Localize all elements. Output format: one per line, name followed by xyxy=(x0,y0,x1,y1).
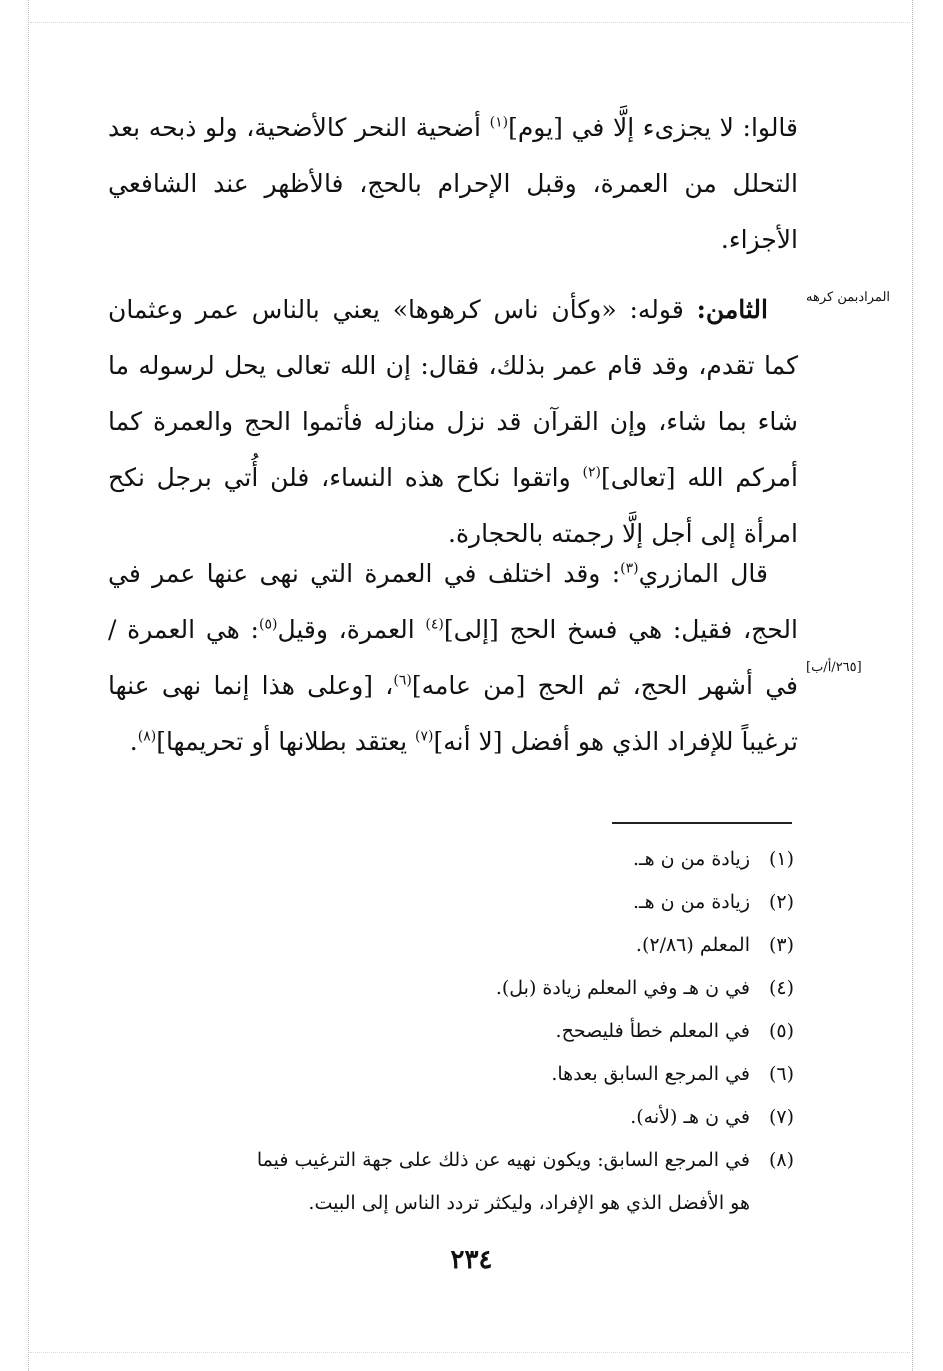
footnote-item xyxy=(250,924,794,967)
paragraph-3-text-g: . xyxy=(129,727,138,756)
footnote-number: (٥) xyxy=(768,1020,794,1042)
footnote-item xyxy=(250,1053,794,1096)
scan-edge-left xyxy=(28,0,29,1371)
footnote-ref-7[interactable]: (٧) xyxy=(415,728,434,745)
paragraph-3-text-e: ، [وعلى هذا إنما نهى عنها ترغيباً للإفراد الذي هو أفضل [لا أنه] xyxy=(108,671,798,756)
footnote-text: في ن هـ وفي المعلم زيادة (بل). xyxy=(495,977,750,999)
scan-edge-right xyxy=(912,0,913,1371)
paragraph-1 xyxy=(108,100,798,268)
footnote-item xyxy=(250,881,794,924)
paragraph-1-text: قالوا: لا يجزىء إلَّا في [يوم] xyxy=(508,113,799,142)
footnote-separator xyxy=(612,822,792,824)
footnote-number: (٨) xyxy=(768,1149,794,1171)
scan-edge-top xyxy=(30,22,910,23)
footnote-ref-3[interactable]: (٣) xyxy=(620,560,639,577)
footnote-text: زيادة من ن هـ. xyxy=(632,848,750,870)
margin-note-topic: المرادبمن كرهه xyxy=(806,290,891,305)
footnote-ref-5[interactable]: (٥) xyxy=(258,616,278,633)
paragraph-2 xyxy=(108,282,798,562)
footnote-ref-6[interactable]: (٦) xyxy=(393,672,412,689)
footnote-number: (٤) xyxy=(768,977,794,999)
paragraph-3-text-d: : هي العمرة / في أشهر الحج، ثم الحج [من عامه] xyxy=(108,615,798,700)
footnote-text: في المرجع السابق بعدها. xyxy=(551,1063,750,1085)
footnote-text: المعلم (٢/٨٦). xyxy=(635,934,750,956)
paragraph-2-tail: واتقوا نكاح هذه النساء، فلن أُتي برجل نكح امرأة إلى أجل إلَّا رجمته بالحجارة. xyxy=(108,463,798,548)
footnote-item xyxy=(250,1010,794,1053)
footnote-ref-4[interactable]: (٤) xyxy=(425,616,444,633)
footnote-number: (١) xyxy=(768,848,794,870)
footnote-ref-2[interactable]: (٢) xyxy=(582,464,601,481)
footnote-number: (٢) xyxy=(768,891,794,913)
paragraph-2-text: قوله: «وكأن ناس كرهوها» يعني بالناس عمر وعثمان كما تقدم، وقد قام عمر بذلك، فقال: إن الله تعالى يحل لرسوله ما شاء بما شاء، وإن القرآن قد نزل منازله فأتموا الحج والعمرة كما أمركم الله [تعالى] xyxy=(108,295,799,492)
footnote-item xyxy=(250,967,794,1010)
footnote-item xyxy=(250,838,794,881)
paragraph-3 xyxy=(108,546,798,770)
footnote-text: في المرجع السابق: ويكون نهيه عن ذلك على جهة الترغيب فيما هو الأفضل الذي هو الإفراد، وليكثر تردد الناس إلى البيت. xyxy=(256,1149,750,1214)
footnotes-list xyxy=(250,838,794,1225)
footnote-item xyxy=(250,1096,794,1139)
paragraph-2-lead: الثامن: xyxy=(696,295,768,324)
footnote-ref-1[interactable]: (١) xyxy=(489,114,509,131)
footnote-item xyxy=(250,1139,794,1225)
paragraph-1-tail: أضحية النحر كالأضحية، ولو ذبحه بعد التحلل من العمرة، وقبل الإحرام بالحج، فالأظهر عند الشافعي الأجزاء. xyxy=(108,113,798,254)
paragraph-3-text-b: : وقد اختلف في العمرة التي نهى عنها عمر في الحج، فقيل: هي فسخ الحج [إلى] xyxy=(108,559,798,644)
footnote-ref-8[interactable]: (٨) xyxy=(137,728,157,745)
margin-note-folio: [٢٦٥/أ/ب] xyxy=(806,660,862,675)
paragraph-3-text-a: قال المازري xyxy=(638,559,768,588)
footnote-text: في ن هـ (لأنه). xyxy=(630,1106,750,1128)
scan-edge-bottom xyxy=(30,1352,910,1353)
paragraph-3-text-f: يعتقد بطلانها أو تحريمها] xyxy=(156,727,416,756)
footnote-number: (٦) xyxy=(768,1063,794,1085)
paragraph-3-text-c: العمرة، وقيل xyxy=(277,615,426,644)
footnote-text: في المعلم خطأ فليصحح. xyxy=(555,1020,750,1042)
footnote-number: (٧) xyxy=(768,1106,794,1128)
footnote-text: زيادة من ن هـ. xyxy=(632,891,750,913)
page-number: ٢٣٤ xyxy=(450,1245,493,1275)
footnote-number: (٣) xyxy=(768,934,794,956)
